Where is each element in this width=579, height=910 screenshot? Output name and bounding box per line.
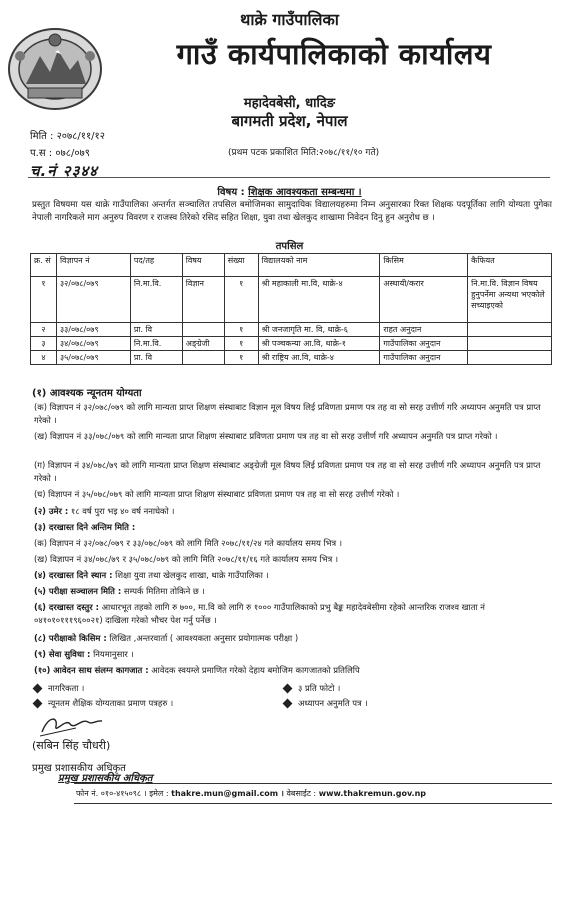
signatory-name: (सबिन सिंह चौधरी) bbox=[32, 739, 111, 752]
documents-text: आवेदक स्वयम्ले प्रमाणित गरेको देहाय बमोजिम कागजातको प्रतिलिपि bbox=[151, 665, 360, 675]
requirement-item: (क) विज्ञापन नं ३२/०७८/०७९ को लागि मान्यता प्राप्त शिक्षण संस्थाबाट विज्ञान मूल विषय लिई प्रविणता प्रमाण पत्र तह वा सो सरह उत्तीर्ण गरि अध्यापन अनुमति पत्र प्राप्त गरेको । bbox=[34, 402, 541, 425]
exam-date-label: (५) परीक्षा सञ्चालन मिति : bbox=[34, 586, 122, 596]
documents-label: (१०) आवेदन साथ संलग्न कागजात : bbox=[34, 665, 149, 675]
table-row bbox=[31, 323, 552, 337]
table-cell: प्रा. वि bbox=[130, 351, 182, 365]
table-cell: १ bbox=[31, 277, 57, 323]
table-header-row bbox=[31, 254, 552, 277]
table-cell: गाउँपालिका अनुदान bbox=[380, 337, 468, 351]
documents-row bbox=[34, 681, 549, 696]
table-cell: ३२/०७८/०७९ bbox=[56, 277, 130, 323]
table-cell: ४ bbox=[31, 351, 57, 365]
table-cell bbox=[468, 337, 552, 351]
documents-list bbox=[34, 681, 549, 711]
table-cell: ३५/०७८/०७९ bbox=[56, 351, 130, 365]
list-item-text: अध्यापन अनुमति पत्र । bbox=[298, 698, 368, 708]
letter-date: मिति : २०७८/११/१२ bbox=[30, 131, 105, 142]
requirements-heading: (१) आवश्यक न्यूनतम योग्यता bbox=[32, 388, 142, 399]
deadline-label bbox=[34, 521, 549, 534]
subject-prefix: विषय : bbox=[217, 187, 245, 198]
table-cell: श्री राष्ट्रिय आ.वि, थाक्रे-४ bbox=[258, 351, 380, 365]
table-row bbox=[31, 277, 552, 323]
footer-divider-top bbox=[74, 783, 552, 784]
list-item bbox=[34, 696, 284, 711]
deadline-item: (ख) विज्ञापन नं ३४/०७८/७९ र ३५/०७८/०७९ को लागि मिति २०७८/११/१६ गते कार्यालय समय भित्र । bbox=[34, 554, 339, 564]
table-cell: नि.मा.वि. bbox=[130, 277, 182, 323]
requirement-item: (घ) विज्ञापन नं ३५/०७८/०७९ को लागि मान्यता प्राप्त शिक्षण संस्थाबाट प्रविणता प्रमाण पत्र तह वा सो सरह उत्तीर्ण गरेको । bbox=[34, 489, 400, 499]
list-item bbox=[34, 681, 284, 696]
table-cell: विज्ञान bbox=[182, 277, 224, 323]
footer-web-label: वेबसाईट : bbox=[286, 789, 317, 798]
table-cell: १ bbox=[224, 277, 258, 323]
list-item bbox=[284, 681, 534, 696]
exam-type-label: (८) परीक्षाको किसिम : bbox=[34, 633, 107, 643]
table-cell: अङ्ग्रेजी bbox=[182, 337, 224, 351]
list-item bbox=[284, 696, 534, 711]
diamond-bullet-icon bbox=[283, 684, 293, 694]
table-cell: १ bbox=[224, 351, 258, 365]
list-item-text: ३ प्रति फोटो । bbox=[298, 683, 341, 693]
official-stamp: प्रमुख प्रशासकीय अधिकृत bbox=[58, 773, 153, 784]
col-header-level: पद/तह bbox=[130, 254, 182, 277]
benefit-text: नियमानुसार । bbox=[93, 649, 134, 659]
list-item-text: न्यूनतम शैक्षिक योग्यताका प्रमाण पत्रहरु । bbox=[48, 698, 174, 708]
table-cell: २ bbox=[31, 323, 57, 337]
table-cell: नि.मा.वि. विज्ञान विषय हुनुपर्नेमा अन्यथा भएकोले सच्याइएको bbox=[468, 277, 552, 323]
vacancy-table bbox=[30, 253, 552, 365]
table-cell: १ bbox=[224, 337, 258, 351]
table-cell: अस्थायी/करार bbox=[380, 277, 468, 323]
table-cell bbox=[468, 323, 552, 337]
signatory-title: प्रमुख प्रशासकीय अधिकृत bbox=[32, 763, 126, 774]
exam-date-line bbox=[34, 585, 549, 598]
documents-line bbox=[34, 664, 549, 677]
intro-paragraph: प्रस्तुत विषयमा यस थाक्रे गाउँपालिका अन्तर्गत सञ्चालित तपसिल बमोजिमका सामुदायिक विद्यालयहरुमा निम्न अनुसारका रिक्त शिक्षक पदपूर्तिका लागि योग्यता पुगेका नेपाली नागरिकले माग अनुरुप विवरण र राजस्व तिरेको रसिद सहित शिक्षा, युवा तथा खेलकुद शाखामा निवेदन दिनु हुन अनुरोध छ । bbox=[32, 200, 552, 223]
table-cell bbox=[182, 323, 224, 337]
requirement-item: (ग) विज्ञापन नं ३४/०७८/७९ को लागि मान्यता प्राप्त शिक्षण संस्थाबाट अङ्ग्रेजी मूल विषय लिई प्रविणता प्रमाण पत्र तह वा सो सरह उत्तीर्ण गरि अध्यापन अनुमति पत्र प्राप्त गरेको । bbox=[34, 460, 541, 483]
benefit-label: (९) सेवा सुविधा : bbox=[34, 649, 91, 659]
exam-type-text: लिखित ,अन्तरवार्ता ( आवश्यकता अनुसार प्रयोगात्मक परीक्षा ) bbox=[109, 633, 299, 643]
diamond-bullet-icon bbox=[33, 699, 43, 709]
table-cell bbox=[182, 351, 224, 365]
header-divider bbox=[28, 177, 550, 178]
col-header-subject: विषय bbox=[182, 254, 224, 277]
table-cell: राहत अनुदान bbox=[380, 323, 468, 337]
place-label: (४) दरखास्त दिने स्थान : bbox=[34, 570, 113, 580]
footer-contact bbox=[76, 788, 526, 799]
place-line bbox=[34, 569, 549, 582]
chalani-number: च.नं २३४४ bbox=[30, 162, 98, 180]
col-header-type: किसिम bbox=[380, 254, 468, 277]
col-header-ad-no: विज्ञापन नं bbox=[56, 254, 130, 277]
address-line-1: महादेवबेसी, धादिङ bbox=[243, 96, 336, 111]
footer-phone: फोन नं. ०१०-४१५०९८ । bbox=[76, 789, 147, 798]
first-published-note: (प्रथम पटक प्रकाशित मिति:२०७८/११/१० गते) bbox=[228, 148, 380, 158]
table-row bbox=[31, 337, 552, 351]
table-cell: ३३/०७८/०७९ bbox=[56, 323, 130, 337]
signature-icon bbox=[36, 712, 116, 738]
fee-line bbox=[34, 601, 549, 627]
subject-title: शिक्षक आवश्यकता सम्बन्धमा । bbox=[248, 187, 362, 198]
footer-email-label: इमेल : bbox=[149, 789, 169, 798]
fee-text: आधारभूत तहको लागि रु ७००, मा.वि को लागि रु १००० गाउँपालिकाको प्रभु बैङ्क महादेवबेसीमा रहेको आन्तरिक राजश्व खाता नं ०४१०१०१११९६००२१) दाखिला गरेको भौचर पेश गर्नु पर्नेछ । bbox=[34, 602, 485, 625]
deadline-item: (क) विज्ञापन नं ३२/०७८/०७९ र ३३/०७८/०७९ को लागि मिति २०७८/११/२४ गते कार्यालय समय भित्र । bbox=[34, 538, 343, 548]
diamond-bullet-icon bbox=[33, 684, 43, 694]
footer-divider-bottom bbox=[74, 803, 552, 804]
exam-date-text: सम्पर्क मितिमा तोकिने छ । bbox=[123, 586, 205, 596]
col-header-sn: क्र. सं bbox=[31, 254, 57, 277]
table-cell: श्री पञ्चकन्या आ.वि, थाक्रे-१ bbox=[258, 337, 380, 351]
footer-web: www.thakremun.gov.np bbox=[318, 789, 427, 798]
fee-label: (६) दरखास्त दस्तुर : bbox=[34, 602, 99, 612]
documents-row bbox=[34, 696, 549, 711]
benefit-line bbox=[34, 648, 549, 661]
age-text: १८ वर्ष पुरा भइ ४० वर्ष ननाघेको । bbox=[70, 506, 175, 516]
age-line bbox=[34, 505, 549, 518]
age-label: (२) उमेर : bbox=[34, 506, 69, 516]
col-header-count: संख्या bbox=[224, 254, 258, 277]
subject-line bbox=[0, 184, 579, 198]
table-cell: ३ bbox=[31, 337, 57, 351]
office-title: गाउँ कार्यपालिकाको कार्यालय bbox=[176, 37, 492, 71]
list-item-text: नागरिकता । bbox=[48, 683, 85, 693]
table-cell: १ bbox=[224, 323, 258, 337]
address-line-2: बागमती प्रदेश, नेपाल bbox=[231, 112, 348, 130]
col-header-remarks: कैफियत bbox=[468, 254, 552, 277]
municipality-name: थाक्रे गाउँपालिका bbox=[240, 10, 339, 29]
table-cell: श्री महाकाली मा.वि, थाक्रे-४ bbox=[258, 277, 380, 323]
table-cell: ३४/०७८/०७९ bbox=[56, 337, 130, 351]
table-title: तपसिल bbox=[275, 241, 304, 252]
table-cell: नि.मा.वि. bbox=[130, 337, 182, 351]
table-row bbox=[31, 351, 552, 365]
table-cell: गाउँपालिका अनुदान bbox=[380, 351, 468, 365]
place-text: शिक्षा युवा तथा खेलकुद शाखा, थाक्रे गाउँपालिका । bbox=[115, 570, 269, 580]
table-cell bbox=[468, 351, 552, 365]
footer-email: thakre.mun@gmail.com । bbox=[171, 789, 284, 798]
letter-ps: प.स : ०७८/०७९ bbox=[30, 148, 90, 159]
requirement-item: (ख) विज्ञापन नं ३३/०७८/०७९ को लागि मान्यता प्राप्त शिक्षण संस्थाबाट प्रविणता प्रमाण पत्र तह वा सो सरह उत्तीर्ण गरि अध्यापन अनुमति पत्र प्राप्त गरेको । bbox=[34, 431, 498, 441]
exam-type-line bbox=[34, 632, 549, 645]
col-header-school: विद्यालयको नाम bbox=[258, 254, 380, 277]
deadline-heading: (३) दरखास्त दिने अन्तिम मिति : bbox=[34, 522, 136, 532]
diamond-bullet-icon bbox=[283, 699, 293, 709]
table-cell: प्रा. वि bbox=[130, 323, 182, 337]
table-cell: श्री जनजागृति मा. वि, थाक्रे-६ bbox=[258, 323, 380, 337]
